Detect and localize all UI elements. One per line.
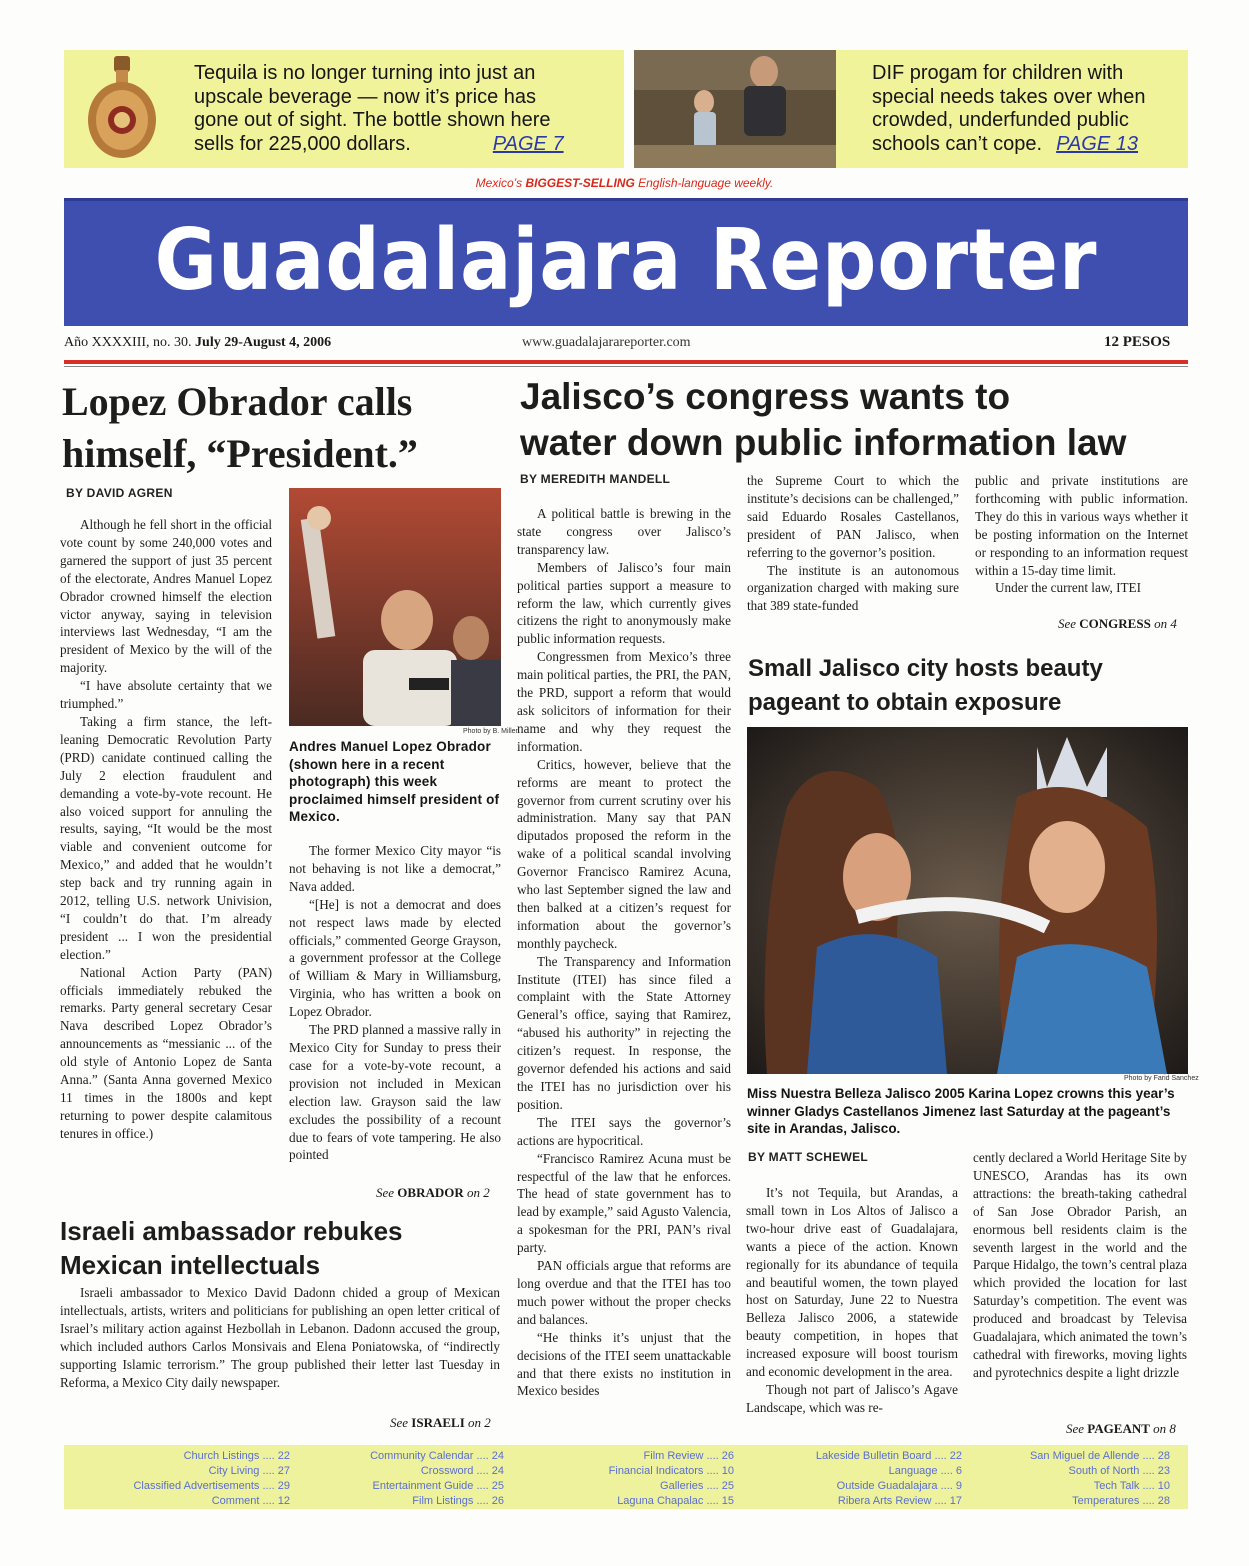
photo-credit: Photo by B. Miller	[463, 728, 518, 735]
obrador-byline: BY DAVID AGREN	[66, 486, 173, 500]
section-index	[64, 1445, 1188, 1509]
index-item[interactable]: Outside Guadalajara .... 9	[836, 1480, 962, 1492]
paragraph: Members of Jalisco’s four main political parties support a measure to reform the law, which currently gives citizens the right to anonymously make public information requests.	[517, 559, 731, 647]
pageant-photo-caption: Miss Nuestra Belleza Jalisco 2005 Karina Lopez crowns this year’s winner Gladys Castellanos Jimenez last Saturday at the pageant’s site in Arandas, Jalisco.	[747, 1086, 1175, 1136]
pageant-byline: BY MATT SCHEWEL	[748, 1150, 869, 1164]
pageant-headline[interactable]	[748, 652, 1188, 720]
header-divider	[64, 360, 1188, 364]
paragraph: Taking a firm stance, the left-leaning Democratic Revolution Party (PRD) canidate continued calling the July 2 election fraudulent and demanding a vote-by-vote recount. He also voiced support for annuling the results, saying, “It would be the most viable and convenient outcome for Mexico,” and added that he wouldn’t step back and try running again in 2012, telling U.S. network Univision, “I couldn’t do that. I’m already president ... I won the presidential election.”	[60, 713, 272, 962]
header-divider-thin	[64, 366, 1188, 367]
newspaper-title: Guadalajara Reporter	[154, 209, 1098, 310]
index-item[interactable]: Church Listings .... 22	[183, 1450, 290, 1462]
index-item[interactable]: Entertainment Guide .... 25	[372, 1480, 504, 1492]
headline-line: Jalisco’s congress wants to	[520, 376, 1011, 417]
israeli-continued-link[interactable]: See ISRAELI on 2	[390, 1415, 491, 1430]
teaser-text-line: special needs takes over when	[872, 85, 1146, 108]
headline-line: Israeli ambassador rebukes	[60, 1216, 403, 1246]
obrador-headline[interactable]	[62, 376, 512, 480]
issue-info	[64, 335, 331, 351]
paragraph: The ITEI says the governor’s actions are hypocritical.	[517, 1114, 731, 1148]
paragraph: National Action Party (PAN) officials immediately rebuked the remarks. Party general secretary Cesar Nava described Lopez Obrador’s announcements as “messianic ... of the old style of Antonio Lopez de Santa Anna.” (Santa Anna governed Mexico 11 times in the 1800s and kept returning to power despite calamitous tenures in office.)	[60, 964, 272, 1141]
obrador-photo	[289, 488, 501, 726]
headline-line: Lopez Obrador calls	[62, 379, 413, 424]
paragraph: “Francisco Ramirez Acuna must be respectful of the law that he enforces. The head of state government has to lead by example,” said Agusto Valencia, a spokesman for the PRI, PAN’s rival party.	[517, 1150, 731, 1256]
index-column	[64, 1449, 290, 1509]
teaser-text-line: schools can’t cope.	[872, 132, 1043, 155]
congress-column-3	[975, 472, 1188, 597]
paragraph: Although he fell short in the official vote count by some 240,000 votes and garnered the support of just 35 percent of the electorate, Andres Manuel Lopez Obrador crowned himself the election victor anyway, saying in television interviews last Wednesday, “I am the president of Mexico by the will of the majority.	[60, 517, 272, 676]
index-column	[734, 1449, 962, 1509]
headline-line: water down public information law	[520, 422, 1127, 463]
pageant-column-1	[746, 1184, 958, 1417]
paragraph: PAN officials argue that reforms are long overdue and that the ITEI has too much power without the proper checks and balances.	[517, 1258, 731, 1327]
masthead	[64, 198, 1188, 326]
index-column	[504, 1449, 734, 1509]
paragraph: Congressmen from Mexico’s three main political parties, the PRI, the PAN, the PRD, support a reform that would ask solicitors of information for their name and why they request the information.	[517, 649, 731, 754]
paragraph: Critics, however, believe that the reforms are meant to protect the governor from current scrutiny over his administration. Many say that PAN diputados proposed the reform in the wake of a political scandal involving Governor Francisco Ramirez Acuna, who last September signed the law and then balked at a citizen’s request for information about the governor’s monthly paycheck.	[517, 756, 731, 951]
teaser-text-line: Tequila is no longer turning into just an	[194, 62, 536, 84]
headline-line: Mexican intellectuals	[60, 1250, 321, 1280]
teaser-dif[interactable]	[634, 50, 1188, 168]
paragraph: The PRD planned a massive rally in Mexico City for Sunday to press their case for a vote-by-vote recount, a provision not included in Mexican election law. Grayson said the law excludes the possibility of a recount due to fears of vote tampering. He also pointed	[289, 1022, 501, 1163]
congress-column-2	[747, 472, 959, 615]
obrador-column-2	[289, 842, 501, 1164]
paragraph: cently declared a World Heritage Site by UNESCO, Arandas has its own attractions: the breath-taking cathedral of San Jose Obrador Parish, an enormous bell residents claim is the seventh largest in the world and the Parque Hidalgo, the town’s central plaza which provided the location for last Saturday’s competition. The event was produced and broadcast by Televisa Guadalajara, which animated the town’s cathedral with fireworks, moving lights and pyrotechnics despite a light drizzle	[973, 1150, 1188, 1380]
israeli-body	[60, 1284, 500, 1391]
website-link[interactable]: www.guadalajarareporter.com	[522, 335, 691, 350]
pageant-column-2	[973, 1149, 1187, 1382]
index-item[interactable]: South of North .... 23	[1068, 1465, 1170, 1477]
headline-line: Small Jalisco city hosts beauty	[748, 655, 1103, 682]
index-item[interactable]: Financial Indicators .... 10	[608, 1465, 734, 1477]
page-13-link[interactable]: PAGE 13	[1056, 132, 1139, 155]
issue-price: 12 PESOS	[1104, 334, 1171, 350]
paragraph: The institute is an autonomous organization charged with making sure that 389 state-funded	[747, 562, 959, 614]
paragraph: “I have absolute certainty that we triumphed.”	[60, 678, 272, 712]
index-item[interactable]: Temperatures .... 28	[1072, 1495, 1170, 1507]
teaser-text-line: DIF progam for children with	[872, 62, 1124, 84]
congress-byline: BY MEREDITH MANDELL	[520, 472, 671, 486]
teaser-tequila[interactable]	[64, 50, 624, 168]
page-7-link[interactable]: PAGE 7	[492, 132, 564, 155]
israeli-headline[interactable]	[60, 1214, 510, 1282]
index-item[interactable]: San Miguel de Allende .... 28	[1029, 1450, 1170, 1462]
index-item[interactable]: Comment .... 12	[211, 1495, 290, 1507]
issue-date: July 29-August 4, 2006	[195, 335, 332, 350]
tequila-bottle-image	[78, 54, 166, 162]
index-column	[962, 1449, 1170, 1509]
index-item[interactable]: Lakeside Bulletin Board .... 22	[815, 1450, 962, 1462]
headline-line: pageant to obtain exposure	[748, 689, 1062, 716]
headline-line: himself, “President.”	[62, 431, 418, 476]
index-item[interactable]: Classified Advertisements .... 29	[133, 1480, 290, 1492]
congress-column-1	[517, 505, 731, 1400]
paragraph: Israeli ambassador to Mexico David Dadonn chided a group of Mexican intellectuals, artists, writers and politicians for publishing an open letter critical of Israel’s military action against Hezbollah in Lebanon. Dadonn accused the group, which included authors Carlos Monsivais and Elena Poniatowska, of “indirectly supporting Islamic terrorism.” The group published their letter last Tuesday in Reforma, a Mexico City daily newspaper.	[60, 1285, 500, 1390]
index-item[interactable]: City Living .... 27	[208, 1465, 290, 1477]
congress-continued-link[interactable]: See CONGRESS on 4	[1058, 616, 1177, 631]
index-item[interactable]: Galleries .... 25	[660, 1480, 734, 1492]
photo-credit: Photo by Farid Sanchez	[1124, 1075, 1199, 1082]
index-item[interactable]: Laguna Chapalac .... 15	[617, 1495, 734, 1507]
paragraph: The Transparency and Information Institute (ITEI) has since filed a complaint with the State Attorney General’s office, saying that Ramirez, “abused his authority” in rejecting the citizen’s request. In response, the governor defended his actions and said the ITEI has no jurisdiction over his position.	[517, 953, 731, 1112]
teaser-text-line: sells for 225,000 dollars.	[194, 132, 411, 155]
index-item[interactable]: Ribera Arts Review .... 17	[837, 1495, 962, 1507]
paragraph: the Supreme Court to which the institute’s decisions can be challenged,” said Eduardo Rosales Castellanos, president of PAN Jalisco, when referring to the governor’s position.	[747, 473, 959, 560]
index-item[interactable]: Film Review .... 26	[643, 1450, 734, 1462]
teaser-text-line: upscale beverage — now it’s price has	[194, 85, 537, 108]
teaser-text-line: crowded, underfunded public	[872, 109, 1129, 131]
paragraph: Under the current law, ITEI	[995, 580, 1141, 596]
teaser-text-line: gone out of sight. The bottle shown here	[194, 109, 551, 131]
index-item[interactable]: Tech Talk .... 10	[1093, 1480, 1170, 1492]
obrador-column-1	[60, 516, 272, 1143]
paragraph: The former Mexico City mayor “is not behaving is not like a democrat,” Nava added.	[289, 843, 501, 894]
paragraph: “He thinks it’s unjust that the decisions of the ITEI seem unattackable and that there exists no institution in Mexico besides	[517, 1329, 731, 1399]
congress-headline[interactable]	[520, 374, 1190, 466]
index-item[interactable]: Crossword .... 24	[420, 1465, 504, 1477]
children-program-photo	[634, 50, 836, 168]
paragraph: Though not part of Jalisco’s Agave Landscape, which was re-	[746, 1381, 958, 1415]
masthead-tagline: Mexico’s BIGGEST-SELLING English-language weekly.	[475, 176, 774, 190]
paragraph: A political battle is brewing in the state congress over Jalisco’s transparency law.	[517, 506, 731, 557]
paragraph: “[He] is not a democrat and does not respect laws made by elected officials,” commented George Grayson, a government professor at the College of William & Mary in Williamsburg, Virginia, who has written a book on Lopez Obrador.	[289, 896, 501, 1020]
pageant-photo	[747, 727, 1188, 1074]
index-column	[290, 1449, 504, 1509]
paragraph: public and private institutions are forthcoming with public information. They do this in various ways whether it be posting information on the Internet or responding to an information request within a 15-day time limit.	[975, 473, 1188, 578]
pageant-continued-link[interactable]: See PAGEANT on 8	[1066, 1421, 1176, 1436]
issue-number: Año XXXXIII, no. 30.	[64, 335, 192, 350]
index-item[interactable]: Language .... 6	[888, 1465, 962, 1477]
paragraph: It’s not Tequila, but Arandas, a small town in Los Altos of Jalisco a two-hour drive east of Guadalajara, wants a piece of the action. Known regionally for its abundance of tequila and beautiful women, the town played host on Saturday, June 22 to Nuestra Belleza Jalisco 2006, a statewide beauty competition, in hopes that increased exposure will boost tourism and economic development in the area.	[746, 1185, 958, 1380]
index-item[interactable]: Film Listings .... 26	[412, 1495, 504, 1507]
index-item[interactable]: Community Calendar .... 24	[370, 1450, 504, 1462]
obrador-photo-caption: Andres Manuel Lopez Obrador (shown here in a recent photograph) this week proclaimed himself president of Mexico.	[289, 739, 500, 824]
obrador-continued-link[interactable]: See OBRADOR on 2	[376, 1185, 490, 1200]
